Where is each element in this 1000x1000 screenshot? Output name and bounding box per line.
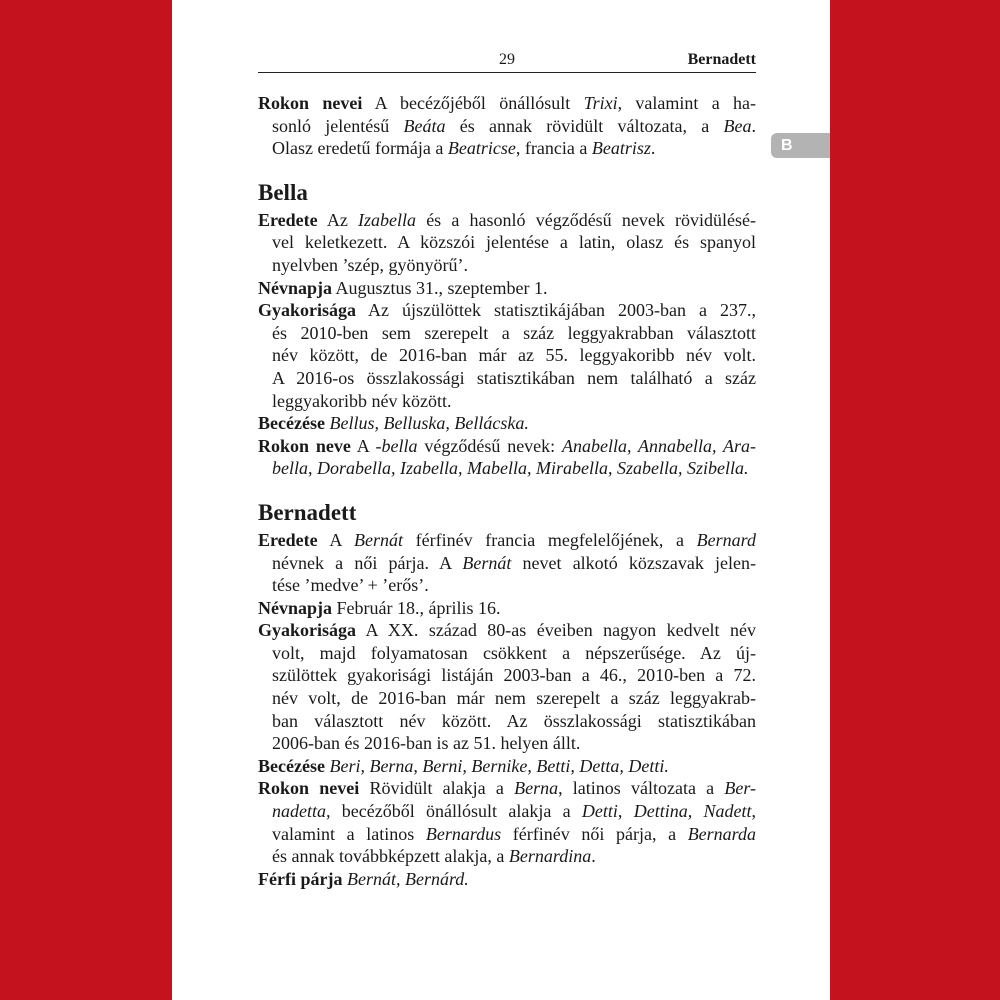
body-text: Augusztus 31., szeptember 1. bbox=[332, 277, 548, 298]
italic-text: Izabella bbox=[358, 209, 417, 230]
entry-label: Férfi párja bbox=[258, 868, 343, 889]
body-text: ban választott név között. Az összlakossági statisztikában bbox=[272, 710, 756, 731]
italic-text: Bernardina bbox=[508, 846, 592, 867]
text-line bbox=[258, 529, 756, 552]
text-line bbox=[258, 231, 756, 254]
entry-label: Rokon nevei bbox=[258, 93, 363, 113]
body-text: Az újszülöttek statisztikájában 2003-ban a 237., bbox=[356, 300, 756, 321]
body-text: Az bbox=[317, 209, 359, 230]
body-text: Rövidült alakja a bbox=[359, 778, 515, 799]
dictionary-text bbox=[258, 92, 756, 890]
page-number: 29 bbox=[499, 51, 515, 68]
italic-text: Detti bbox=[581, 801, 618, 822]
entry-label: Rokon neve bbox=[258, 435, 351, 456]
text-line bbox=[258, 344, 756, 367]
name-entry bbox=[258, 529, 756, 597]
text-line bbox=[258, 209, 756, 232]
italic-text: -bella bbox=[375, 435, 418, 456]
body-text: , bbox=[617, 801, 634, 822]
name-entry bbox=[258, 299, 756, 412]
body-text: tése ’medve’ + ’erős’. bbox=[272, 575, 429, 596]
body-text: név volt, de 2016-ban már nem szerepelt a száz leggyakrab- bbox=[272, 688, 756, 709]
left-red-margin bbox=[0, 0, 172, 1000]
text-line bbox=[258, 732, 756, 755]
running-header bbox=[258, 49, 756, 73]
entry-label: Becézése bbox=[258, 413, 325, 434]
italic-text: bella, Dorabella, Izabella, Mabella, Mirabella, Szabella, Szibella. bbox=[272, 458, 749, 479]
body-text: . bbox=[650, 138, 656, 159]
entry-label: Névnapja bbox=[258, 277, 333, 298]
italic-text: Bernardus bbox=[425, 823, 502, 844]
body-text: szülöttek gyakorisági listáján 2003-ban a 46., 2010-ben a 72. bbox=[272, 665, 756, 686]
name-entry bbox=[258, 209, 756, 277]
text-line bbox=[258, 845, 756, 868]
text-line bbox=[258, 254, 756, 277]
italic-text: Bernát bbox=[354, 529, 403, 550]
body-text: leggyakoribb név között. bbox=[272, 390, 452, 411]
body-text: Olasz eredetű formája a bbox=[272, 138, 448, 159]
italic-text: Anabella, Annabella, Ara- bbox=[562, 435, 757, 456]
body-text: végződésű nevek: bbox=[417, 435, 563, 456]
text-line bbox=[258, 552, 756, 575]
text-line bbox=[258, 687, 756, 710]
body-text: férfinév francia megfelelőjének, a bbox=[403, 529, 697, 550]
body-text: , bbox=[751, 801, 756, 822]
italic-text: Berna bbox=[514, 778, 559, 799]
italic-text: Beatricse bbox=[447, 138, 516, 159]
text-line bbox=[258, 115, 756, 138]
name-entry bbox=[258, 777, 756, 867]
text-line bbox=[258, 777, 756, 800]
text-line bbox=[258, 710, 756, 733]
body-text: A bbox=[350, 435, 376, 456]
name-entry bbox=[258, 92, 756, 160]
thumb-index-tab bbox=[771, 133, 830, 158]
body-text: A 2016-os összlakossági statisztikában nem található a száz bbox=[272, 367, 756, 388]
body-text: és a hasonló végződésű nevek rövidülésé- bbox=[416, 209, 756, 230]
headword: Bella bbox=[258, 179, 308, 205]
body-text: sonló jelentésű bbox=[272, 115, 404, 136]
text-line bbox=[258, 642, 756, 665]
italic-text: Bernard bbox=[696, 529, 756, 550]
body-text: 2006-ban és 2016-ban is az 51. helyen állt. bbox=[272, 733, 581, 754]
name-entry bbox=[258, 597, 756, 620]
text-line bbox=[258, 299, 756, 322]
text-line bbox=[258, 755, 756, 778]
italic-text: nadetta, bbox=[272, 801, 331, 822]
name-entry bbox=[258, 755, 756, 778]
text-line bbox=[258, 137, 756, 160]
body-text: A XX. század 80-as éveiben nagyon kedvelt név bbox=[356, 620, 756, 641]
italic-text: Bernát bbox=[462, 552, 512, 573]
body-text: férfinév női párja, a bbox=[501, 823, 688, 844]
text-line bbox=[258, 322, 756, 345]
body-text: név között, de 2016-ban már az 55. leggyakoribb név volt. bbox=[272, 345, 756, 366]
entry-label: Eredete bbox=[258, 209, 318, 230]
body-text: . bbox=[591, 846, 596, 867]
entry-label: Becézése bbox=[258, 755, 325, 776]
body-text: , valamint a ha- bbox=[617, 93, 756, 113]
entry-label: Rokon nevei bbox=[258, 778, 360, 799]
text-line bbox=[258, 800, 756, 823]
italic-text: Ber- bbox=[724, 778, 757, 799]
text-line bbox=[258, 619, 756, 642]
running-title: Bernadett bbox=[687, 51, 756, 68]
body-text: és annak rövidült változata, a bbox=[445, 115, 724, 136]
text-line bbox=[258, 664, 756, 687]
body-text: A bbox=[317, 529, 354, 550]
headword: Bernadett bbox=[258, 499, 357, 525]
entry-label: Gyakorisága bbox=[258, 620, 357, 641]
name-entry bbox=[258, 435, 756, 480]
body-text: és 2010-ben sem szerepelt a száz leggyakrabban választott bbox=[272, 322, 756, 343]
body-text: Február 18., április 16. bbox=[332, 597, 501, 618]
body-text: vel keletkezett. A közszói jelentése a latin, olasz és spanyol bbox=[272, 232, 756, 253]
entry-label: Gyakorisága bbox=[258, 300, 357, 321]
italic-text: Beatrisz bbox=[591, 138, 651, 159]
text-line bbox=[258, 390, 756, 413]
name-entry bbox=[258, 277, 756, 300]
body-text: . bbox=[751, 115, 757, 136]
italic-text: Trixi bbox=[583, 93, 618, 113]
text-line bbox=[258, 367, 756, 390]
text-line bbox=[258, 457, 756, 480]
body-text: , latinos változata a bbox=[558, 778, 725, 799]
text-line bbox=[258, 92, 756, 115]
italic-text: Bellus, Belluska, Bellácska. bbox=[324, 413, 529, 434]
text-line bbox=[258, 823, 756, 846]
text-line bbox=[258, 597, 756, 620]
name-entry bbox=[258, 619, 756, 755]
body-text: becézőből önállósult alakja a bbox=[330, 801, 582, 822]
italic-text: Bernarda bbox=[687, 823, 757, 844]
body-text: és annak továbbképzett alakja, a bbox=[272, 846, 509, 867]
text-line bbox=[258, 435, 756, 458]
text-line bbox=[258, 412, 756, 435]
name-entry bbox=[258, 412, 756, 435]
name-entry bbox=[258, 868, 756, 891]
body-text: valamint a latinos bbox=[272, 823, 426, 844]
italic-text: Bernát, Bernárd. bbox=[342, 868, 469, 889]
text-line bbox=[258, 277, 756, 300]
entry-label: Névnapja bbox=[258, 597, 333, 618]
body-text: nyelvben ’szép, gyönyörű’. bbox=[272, 254, 468, 275]
body-text: nevet alkotó közszavak jelen- bbox=[511, 552, 756, 573]
body-text: A becézőjéből önállósult bbox=[362, 93, 584, 113]
body-text: , francia a bbox=[515, 138, 592, 159]
body-text: volt, majd folyamatosan csökkent a népszerűsége. Az új- bbox=[272, 642, 756, 663]
italic-text: Dettina, Nadett bbox=[633, 801, 752, 822]
thumb-index-letter: B bbox=[781, 137, 793, 154]
italic-text: Beri, Berna, Berni, Bernike, Betti, Detta, Detti. bbox=[324, 755, 669, 776]
italic-text: Bea bbox=[723, 115, 752, 136]
body-text: névnek a női párja. A bbox=[272, 552, 463, 573]
text-line bbox=[258, 868, 756, 891]
entry-label: Eredete bbox=[258, 529, 318, 550]
italic-text: Beáta bbox=[403, 115, 446, 136]
right-red-margin bbox=[830, 0, 1000, 1000]
text-line bbox=[258, 574, 756, 597]
